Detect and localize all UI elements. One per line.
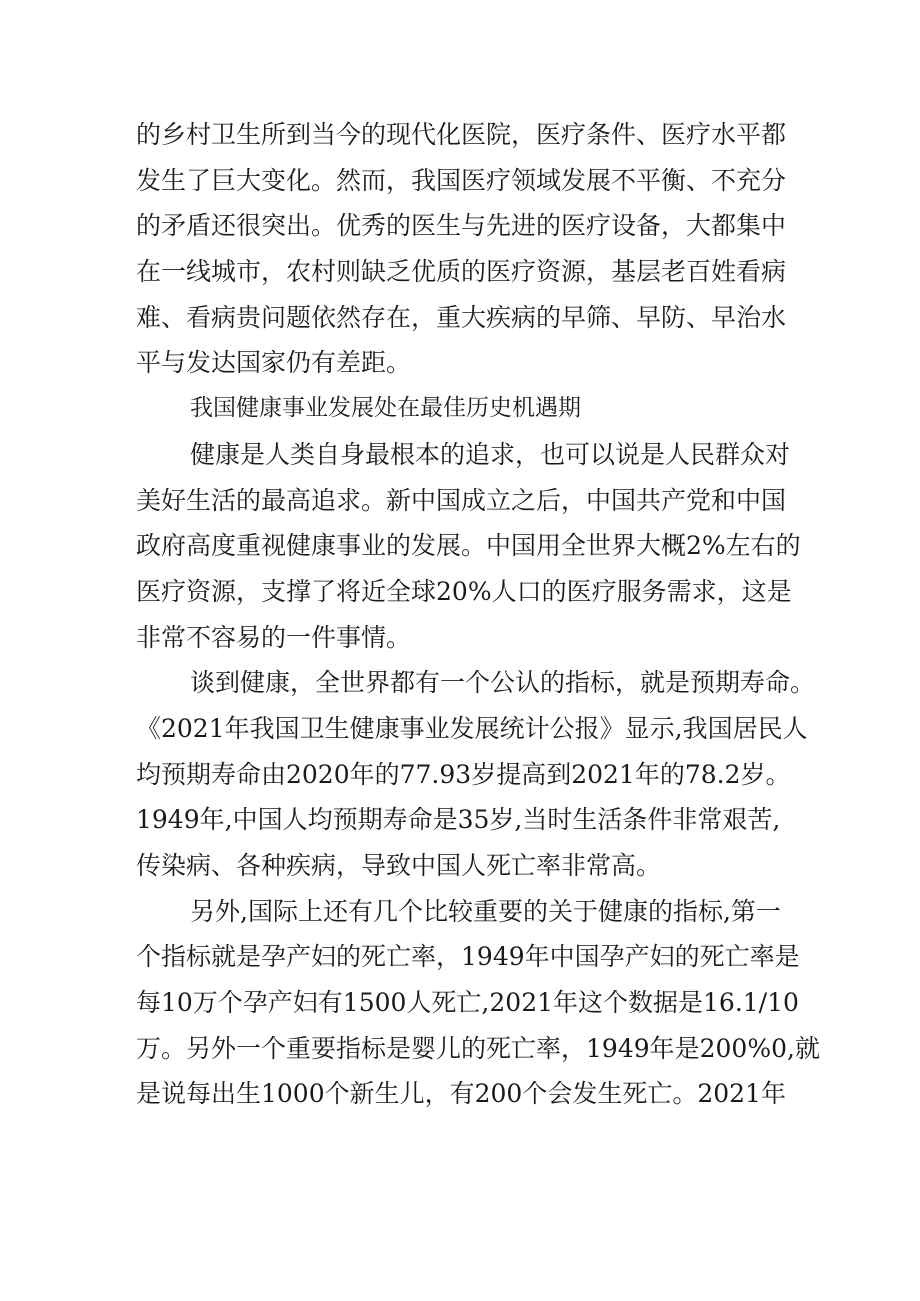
text-line: 非常不容易的一件事情。 <box>136 622 412 652</box>
text-line: 万。另外一个重要指标是婴儿的死亡率，1949年是200%0,就 <box>136 1033 820 1063</box>
text-line: 个指标就是孕产妇的死亡率，1949年中国孕产妇的死亡率是 <box>136 942 800 972</box>
text-line: 发生了巨大变化。然而，我国医疗领域发展不平衡、不充分 <box>136 165 787 195</box>
text-line: 的矛盾还很突出。优秀的医生与先进的医疗设备，大都集中 <box>136 211 787 241</box>
text-line: 平与发达国家仍有差距。 <box>136 348 412 378</box>
text-line: 均预期寿命由2020年的77.93岁提高到2021年的78.2岁。 <box>136 759 791 789</box>
text-line: 是说每出生1000个新生儿，有200个会发生死亡。2021年 <box>136 1079 786 1109</box>
text-line: 在一线城市，农村则缺乏优质的医疗资源，基层老百姓看病 <box>136 257 787 287</box>
text-line: 的乡村卫生所到当今的现代化医院，医疗条件、医疗水平都 <box>136 120 787 149</box>
text-line: 美好生活的最高追求。新中国成立之后，中国共产党和中国 <box>136 485 787 515</box>
text-line: 医疗资源，支撑了将近全球20%人口的医疗服务需求，这是 <box>136 576 792 606</box>
text-line: 《2021年我国卫生健康事业发展统计公报》显示,我国居民人 <box>136 713 808 743</box>
section-heading: 我国健康事业发展处在最佳历史机遇期 <box>190 395 581 422</box>
text-line: 难、看病贵问题依然存在，重大疾病的早筛、早防、早治水 <box>136 302 787 332</box>
text-line: 每10万个孕产妇有1500人死亡,2021年这个数据是16.1/10 <box>136 988 799 1018</box>
body-text <box>136 112 820 1117</box>
text-line: 1949年,中国人均预期寿命是35岁,当时生活条件非常艰苦, <box>136 805 781 835</box>
text-line: 传染病、各种疾病，导致中国人死亡率非常高。 <box>136 851 662 880</box>
paragraph-first-line: 谈到健康，全世界都有一个公认的指标，就是预期寿命。 <box>190 668 816 698</box>
paragraph-first-line: 另外,国际上还有几个比较重要的关于健康的指标,第一 <box>190 896 781 926</box>
paragraph-first-line: 健康是人类自身最根本的追求，也可以说是人民群众对 <box>190 439 791 469</box>
text-line: 政府高度重视健康事业的发展。中国用全世界大概2%左右的 <box>136 531 801 561</box>
